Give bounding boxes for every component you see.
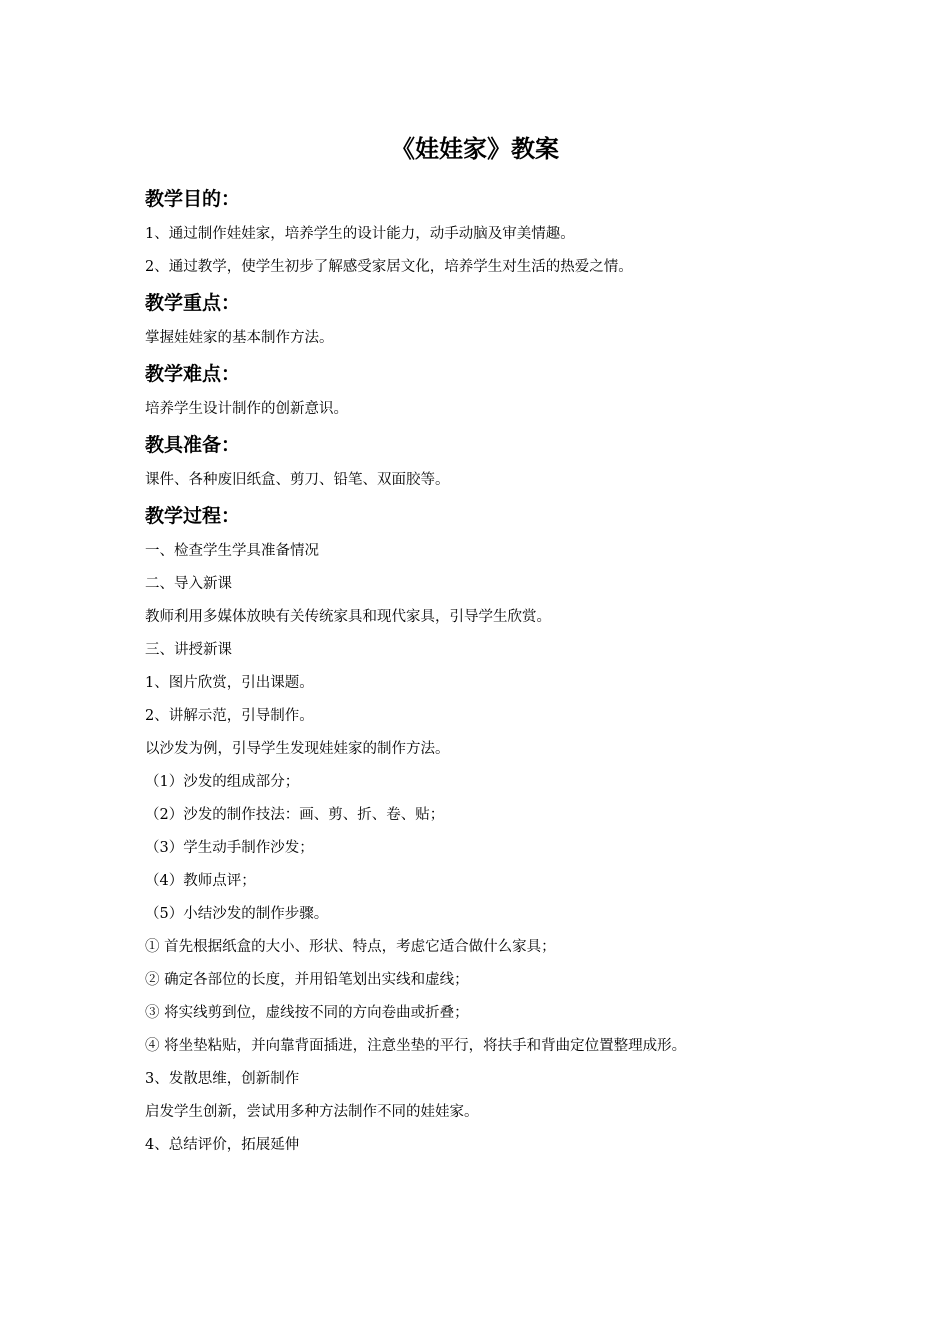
difficulties-heading: 教学难点： xyxy=(145,363,241,385)
process-step: （5）小结沙发的制作步骤。 xyxy=(145,906,329,922)
process-step: ③ 将实线剪到位，虚线按不同的方向卷曲或折叠； xyxy=(145,1005,469,1021)
process-step: 以沙发为例，引导学生发现娃娃家的制作方法。 xyxy=(145,741,450,757)
process-step: （1）沙发的组成部分； xyxy=(145,774,300,790)
document-title: 《娃娃家》教案 xyxy=(391,135,559,163)
materials-heading: 教具准备： xyxy=(145,434,241,456)
materials-item: 课件、各种废旧纸盒、剪刀、铅笔、双面胶等。 xyxy=(145,472,450,488)
process-step: （2）沙发的制作技法：画、剪、折、卷、贴； xyxy=(145,807,445,823)
objective-item: 2、通过教学，使学生初步了解感受家居文化，培养学生对生活的热爱之情。 xyxy=(145,259,633,275)
process-step: 教师利用多媒体放映有关传统家具和现代家具，引导学生欣赏。 xyxy=(145,609,551,625)
document-body xyxy=(145,183,825,1162)
process-step: 4、总结评价，拓展延伸 xyxy=(145,1137,300,1153)
process-step: 三、讲授新课 xyxy=(145,642,232,658)
process-step: ① 首先根据纸盒的大小、形状、特点，考虑它适合做什么家具； xyxy=(145,939,556,955)
process-step: ② 确定各部位的长度，并用铅笔划出实线和虚线； xyxy=(145,972,469,988)
process-step: （3）学生动手制作沙发； xyxy=(145,840,314,856)
process-step: 一、检查学生学具准备情况 xyxy=(145,543,319,559)
process-step: 3、发散思维，创新制作 xyxy=(145,1071,300,1087)
process-step: 二、导入新课 xyxy=(145,576,232,592)
process-heading: 教学过程： xyxy=(145,505,241,527)
process-step: 1、图片欣赏，引出课题。 xyxy=(145,675,314,691)
process-step: ④ 将坐垫粘贴，并向靠背面插进，注意坐垫的平行，将扶手和背曲定位置整理成形。 xyxy=(145,1038,687,1054)
objective-item: 1、通过制作娃娃家，培养学生的设计能力，动手动脑及审美情趣。 xyxy=(145,226,575,242)
process-step: 启发学生创新，尝试用多种方法制作不同的娃娃家。 xyxy=(145,1104,479,1120)
key-point-item: 掌握娃娃家的基本制作方法。 xyxy=(145,330,334,346)
process-step: （4）教师点评； xyxy=(145,873,256,889)
key-points-heading: 教学重点： xyxy=(145,292,241,314)
objectives-heading: 教学目的： xyxy=(145,188,241,210)
process-step: 2、讲解示范，引导制作。 xyxy=(145,708,314,724)
difficulty-item: 培养学生设计制作的创新意识。 xyxy=(145,401,348,417)
